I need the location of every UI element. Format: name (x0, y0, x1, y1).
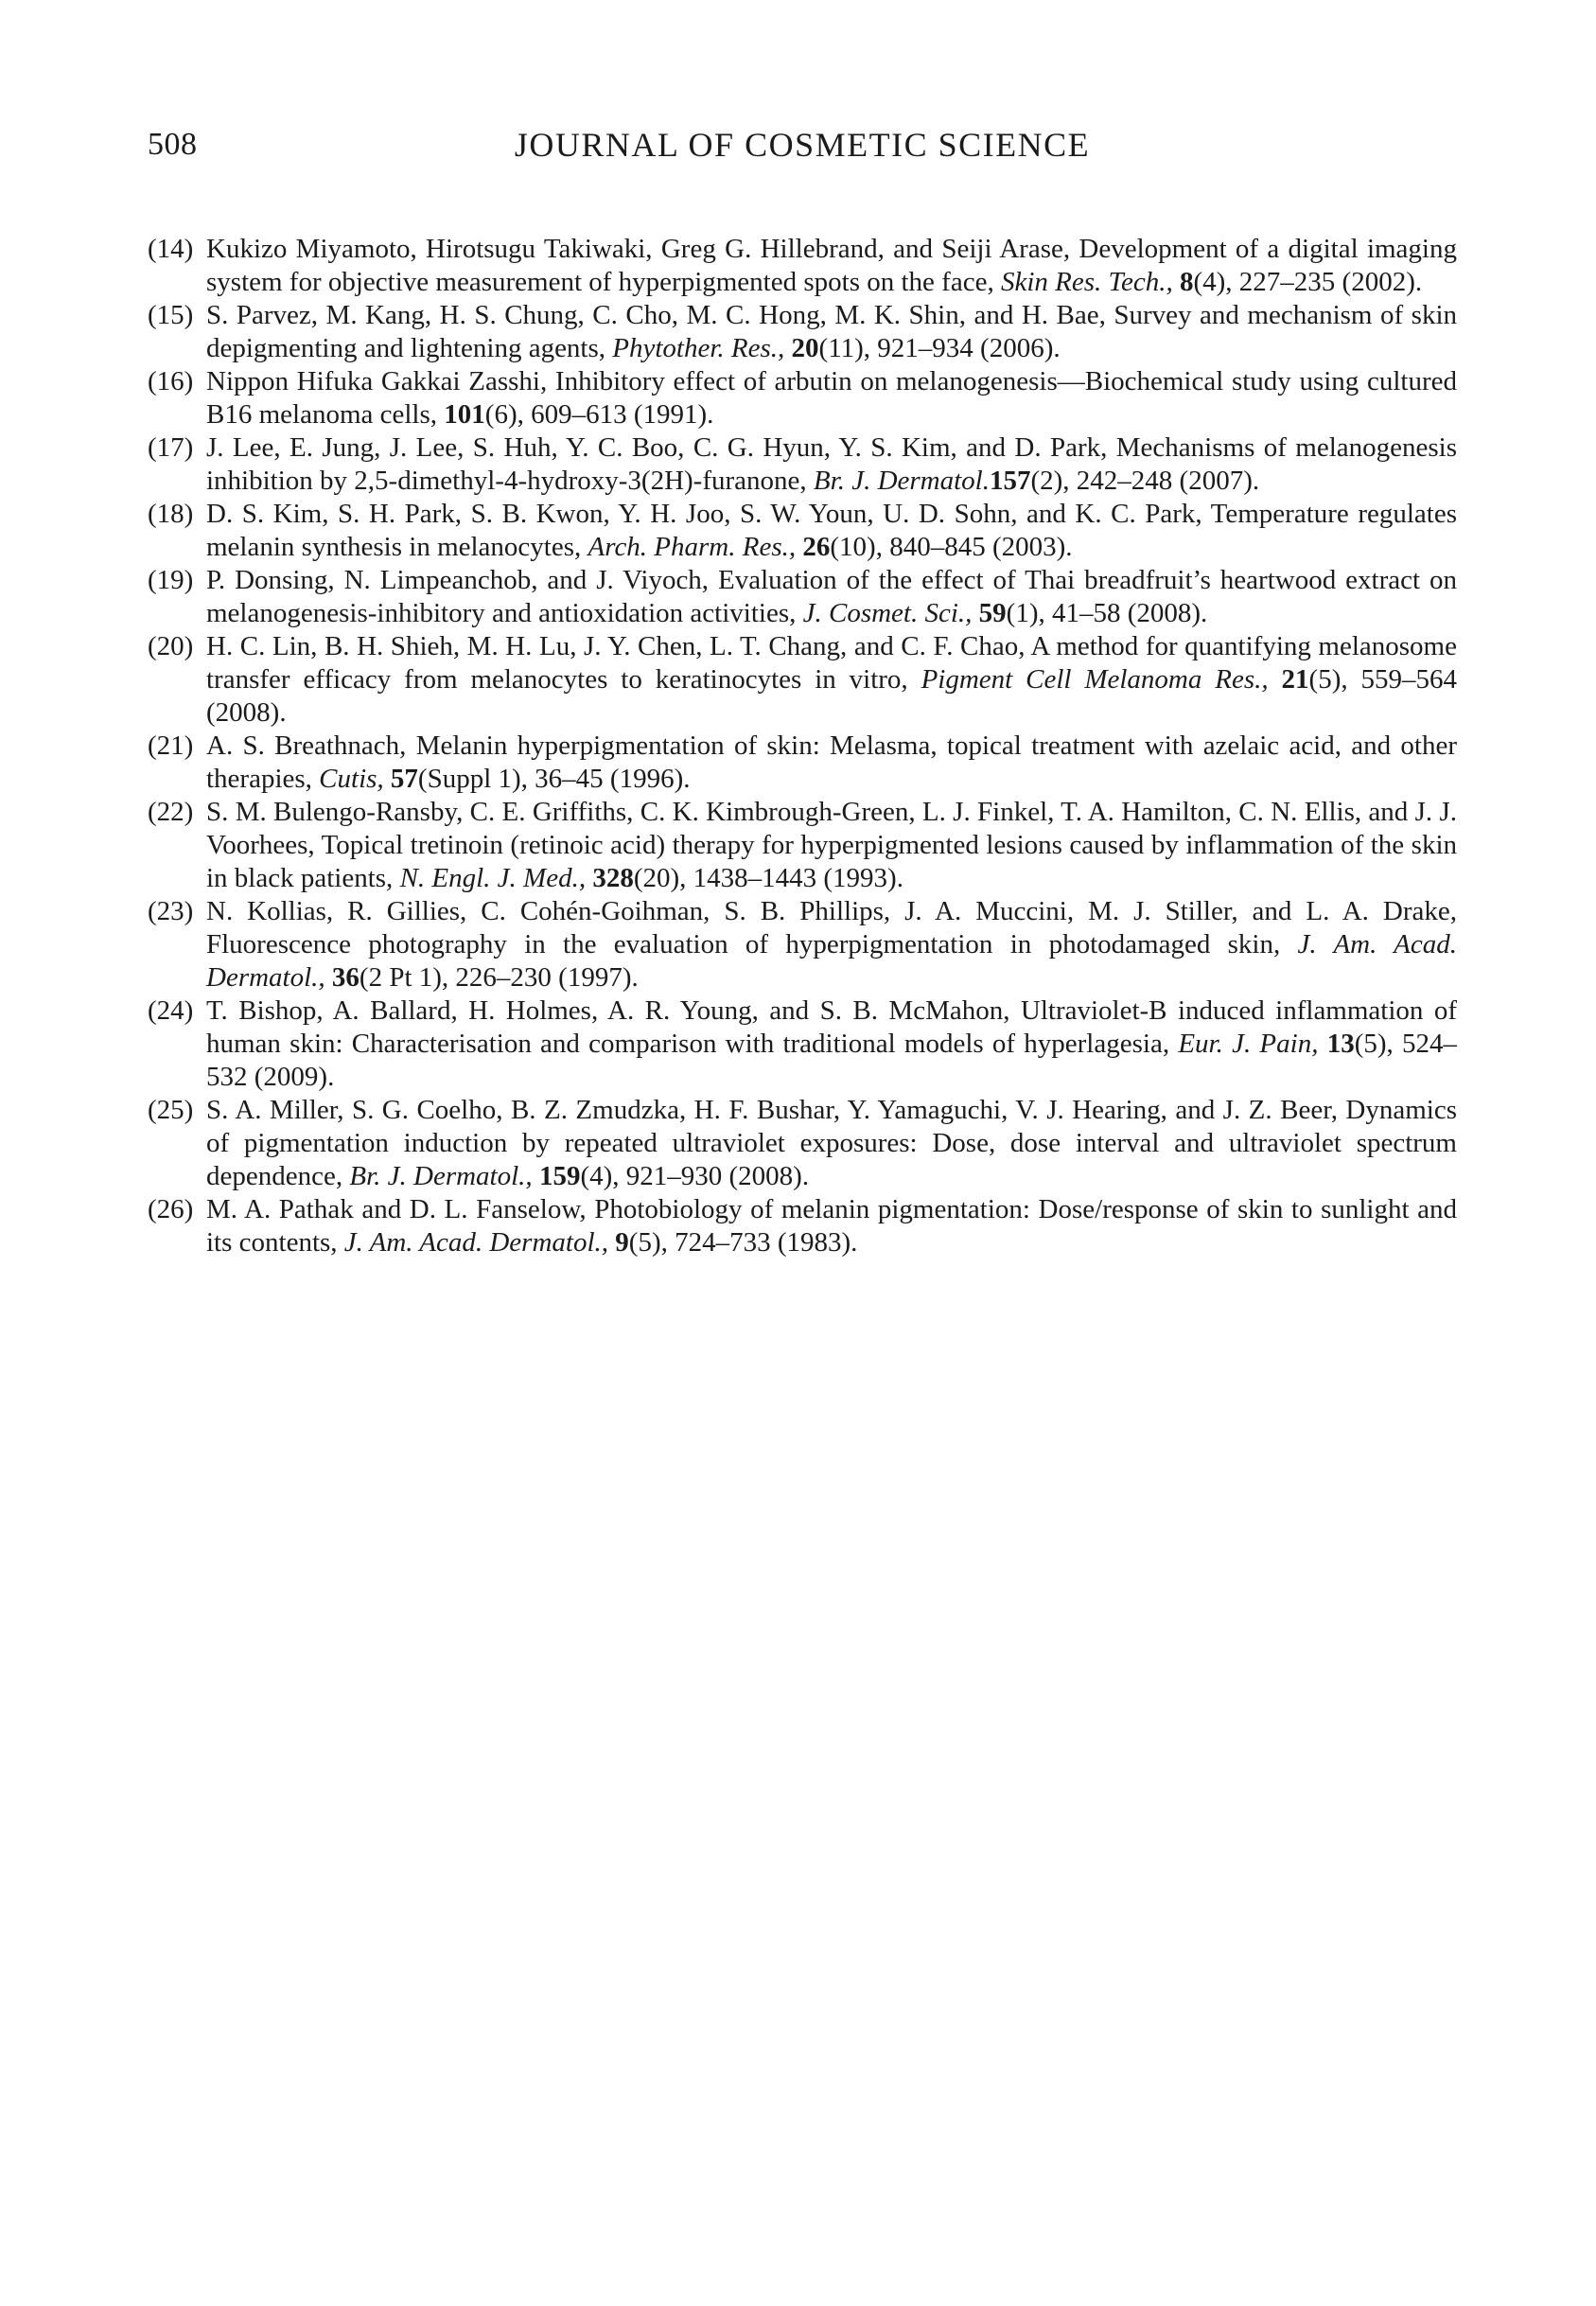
reference-number: (20) (148, 631, 194, 661)
reference-text: P. Donsing, N. Limpeanchob, and J. Viyoch, Evaluation of the effect of Thai breadfruit’s heartwood extract on melanogenesis-inhibitory and antioxidation activities, J. Cosmet. Sci., 59(1), 41–58 (2008). (206, 565, 1457, 628)
reference-item (148, 730, 1457, 796)
reference-number: (17) (148, 432, 194, 463)
reference-text: H. C. Lin, B. H. Shieh, M. H. Lu, J. Y. Chen, L. T. Chang, and C. F. Chao, A method for quantifying melanosome transfer efficacy from melanocytes to keratinocytes in vitro, Pigment Cell Melanoma Res., 21(5), 559–564 (2008). (206, 631, 1457, 728)
reference-number: (23) (148, 896, 194, 926)
reference-number: (14) (148, 234, 194, 264)
reference-text: N. Kollias, R. Gillies, C. Cohén-Goihman, S. B. Phillips, J. A. Muccini, M. J. Stiller, and L. A. Drake, Fluorescence photography in the evaluation of hyperpigmentation in photodamaged skin, J. Am. Acad. Dermatol., 36(2 Pt 1), 226–230 (1997). (206, 896, 1457, 993)
reference-number: (15) (148, 300, 194, 330)
reference-text: S. M. Bulengo-Ransby, C. E. Griffiths, C. K. Kimbrough-Green, L. J. Finkel, T. A. Hamilton, C. N. Ellis, and J. J. Voorhees, Topical tretinoin (retinoic acid) therapy for hyperpigmented lesions caused by inflammation of the skin in black patients, N. Engl. J. Med., 328(20), 1438–1443 (1993). (206, 797, 1457, 893)
reference-text: S. Parvez, M. Kang, H. S. Chung, C. Cho, M. C. Hong, M. K. Shin, and H. Bae, Survey and mechanism of skin depigmenting and lightening agents, Phytother. Res., 20(11), 921–934 (2006). (206, 300, 1457, 363)
reference-number: (16) (148, 366, 194, 396)
journal-title: JOURNAL OF COSMETIC SCIENCE (514, 126, 1091, 164)
reference-number: (19) (148, 565, 194, 595)
reference-item (148, 233, 1457, 299)
page-number: 508 (148, 127, 198, 162)
reference-text: Kukizo Miyamoto, Hirotsugu Takiwaki, Greg G. Hillebrand, and Seiji Arase, Development of a digital imaging system for objective measurement of hyperpigmented spots on the face, Skin Res. Tech., 8(4), 227–235 (2002). (206, 234, 1457, 297)
reference-item (148, 365, 1457, 431)
reference-text: T. Bishop, A. Ballard, H. Holmes, A. R. Young, and S. B. McMahon, Ultraviolet-B induced inflammation of human skin: Characterisation and comparison with traditional models of hyperlagesia, Eur. J. Pain, 13(5), 524–532 (2009). (206, 995, 1457, 1092)
reference-number: (25) (148, 1095, 194, 1125)
reference-number: (18) (148, 499, 194, 529)
reference-text: D. S. Kim, S. H. Park, S. B. Kwon, Y. H. Joo, S. W. Youn, U. D. Sohn, and K. C. Park, Temperature regulates melanin synthesis in melanocytes, Arch. Pharm. Res., 26(10), 840–845 (2003). (206, 499, 1457, 562)
reference-text: A. S. Breathnach, Melanin hyperpigmentation of skin: Melasma, topical treatment with azelaic acid, and other therapies, Cutis, 57(Suppl 1), 36–45 (1996). (206, 731, 1457, 794)
reference-number: (21) (148, 731, 194, 761)
reference-text: S. A. Miller, S. G. Coelho, B. Z. Zmudzka, H. F. Bushar, Y. Yamaguchi, V. J. Hearing, and J. Z. Beer, Dynamics of pigmentation induction by repeated ultraviolet exposures: Dose, dose interval and ultraviolet spectrum dependence, Br. J. Dermatol., 159(4), 921–930 (2008). (206, 1095, 1457, 1191)
reference-item (148, 630, 1457, 730)
reference-item (148, 299, 1457, 365)
reference-text: J. Lee, E. Jung, J. Lee, S. Huh, Y. C. Boo, C. G. Hyun, Y. S. Kim, and D. Park, Mechanisms of melanogenesis inhibition by 2,5-dimethyl-4-hydroxy-3(2H)-furanone, Br. J. Dermatol.157(2), 242–248 (2007). (206, 432, 1457, 496)
reference-text: M. A. Pathak and D. L. Fanselow, Photobiology of melanin pigmentation: Dose/response of skin to sunlight and its contents, J. Am. Acad. Dermatol., 9(5), 724–733 (1983). (206, 1194, 1457, 1258)
reference-item (148, 498, 1457, 564)
reference-item (148, 1094, 1457, 1193)
reference-item (148, 796, 1457, 895)
reference-item (148, 564, 1457, 630)
reference-number: (22) (148, 797, 194, 827)
reference-item (148, 895, 1457, 995)
reference-item (148, 1193, 1457, 1259)
reference-number: (24) (148, 995, 194, 1026)
page-header (148, 125, 1457, 170)
reference-item (148, 431, 1457, 498)
reference-list (148, 233, 1457, 1259)
reference-number: (26) (148, 1194, 194, 1224)
reference-item (148, 995, 1457, 1094)
reference-text: Nippon Hifuka Gakkai Zasshi, Inhibitory effect of arbutin on melanogenesis—Biochemical study using cultured B16 melanoma cells, 101(6), 609–613 (1991). (206, 366, 1457, 430)
